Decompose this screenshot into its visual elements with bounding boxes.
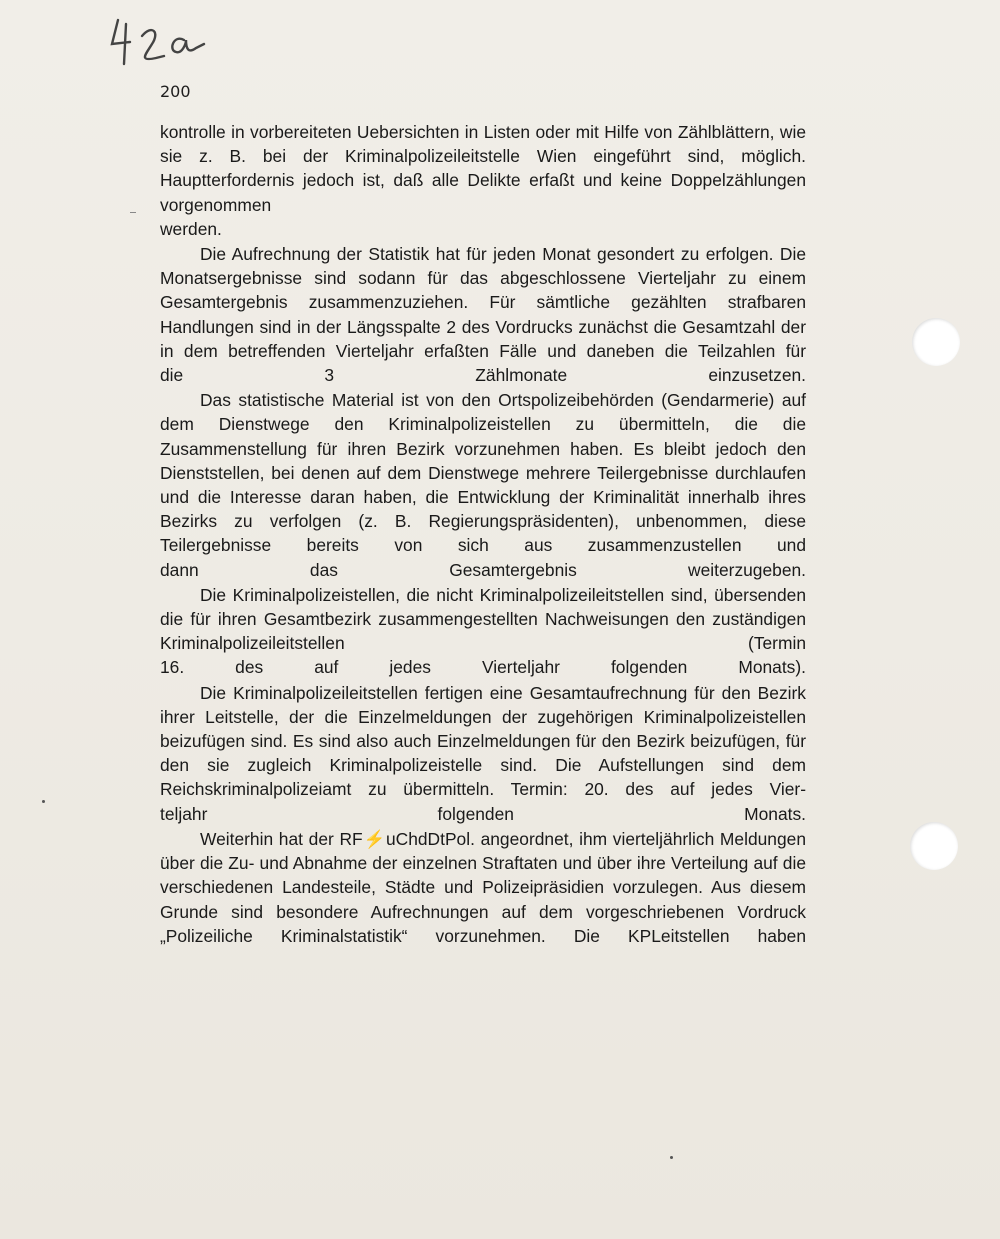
paragraph-5-last-line: teljahr folgenden Monats. (160, 803, 806, 824)
paragraph-5-text: Die Kriminalpolizeileitstellen fertigen eine Gesamtaufrechnung für den Bezirk ihrer Leitstelle, der die Einzelmeldungen der zugehörigen Kriminalpolizeistellen beizufügen sind. Es sind also auch Einzelmeldungen für den Bezirk beizufügen, für den sie zugleich Kriminalpolizeistelle sind. Die Aufstellungen sind dem Reichskriminalpolizeiamt zu übermitteln. Termin: 20. des auf jedes Vier- (160, 682, 806, 800)
paragraph-1 (160, 120, 806, 241)
handwritten-mark-drawing (108, 14, 228, 74)
body-text (160, 120, 806, 948)
paragraph-3-text: Das statistische Material ist von den Ortspolizeibehörden (Gendarmerie) auf dem Dienstwege den Kriminalpolizeistellen zu übermitteln, die die Zusammenstellung für ihren Bezirk vorzunehmen haben. Es bleibt jedoch den Dienststellen, bei denen auf dem Dienstwege mehrere Teilergebnisse durchlaufen und die Interesse daran haben, die Entwicklung der Kriminalität innerhalb ihres Bezirks zu verfolgen (z. B. Regierungspräsidenten), unbenommen, diese Teilergebnisse bereits von sich aus zusammenzustellen und (160, 390, 806, 556)
page-number: 200 (160, 82, 191, 101)
punch-hole-top (912, 318, 960, 366)
paragraph-3 (160, 388, 806, 582)
paragraph-4-last-line: 16. des auf jedes Vierteljahr folgenden Monats). (160, 657, 806, 678)
paragraph-3-last-line: dann das Gesamtergebnis weiterzugeben. (160, 559, 806, 580)
paragraph-2-last-line: die 3 Zählmonate einzusetzen. (160, 365, 806, 386)
paper-speck (42, 800, 45, 803)
paragraph-6-text: Weiterhin hat der RF⚡uChdDtPol. angeordnet, ihm vierteljährlich Meldungen über die Zu- und Abnahme der einzelnen Straftaten und über ihre Verteilung auf die verschiedenen Landesteile, Städte und Polizeipräsidien vorzulegen. Aus diesem Grunde sind besondere Aufrechnungen auf dem vorgeschriebenen Vordruck „Polizeiliche Kriminalstatistik“ vorzunehmen. Die KPLeitstellen haben (160, 828, 806, 946)
paragraph-1-last-line: werden. (160, 218, 222, 239)
paragraph-1-text: kontrolle in vorbereiteten Uebersichten in Listen oder mit Hilfe von Zählblättern, wie sie z. B. bei der Kriminalpolizeileitstelle Wien eingeführt sind, möglich. Hauptterfordernis jedoch ist, daß alle Delikte erfaßt und keine Doppelzählungen vorgenommen (160, 122, 806, 215)
handwritten-page-mark (108, 14, 228, 74)
paragraph-4-text: Die Kriminalpolizeistellen, die nicht Kriminalpolizeileitstellen sind, übersenden die für ihren Gesamtbezirk zusammengestellten Nachweisungen den zuständigen Kriminalpolizeileitstellen (Termin (160, 584, 806, 654)
paragraph-2-text: Die Aufrechnung der Statistik hat für jeden Monat gesondert zu erfolgen. Die Monatsergebnisse sind sodann für das abgeschlossene Vierteljahr zu einem Gesamtergebnis zusammenzuziehen. Für sämtliche gezählten strafbaren Handlungen sind in der Längsspalte 2 des Vordrucks zunächst die Gesamtzahl der in dem betreffenden Vierteljahr erfaßten Fälle und daneben die Teilzahlen für (160, 244, 806, 361)
punch-hole-bottom (910, 822, 958, 870)
paragraph-6 (160, 827, 806, 948)
paper-speck (670, 1156, 673, 1159)
paragraph-5 (160, 681, 806, 826)
paragraph-4 (160, 583, 806, 680)
paper-speck (130, 212, 136, 213)
paragraph-2 (160, 242, 806, 387)
